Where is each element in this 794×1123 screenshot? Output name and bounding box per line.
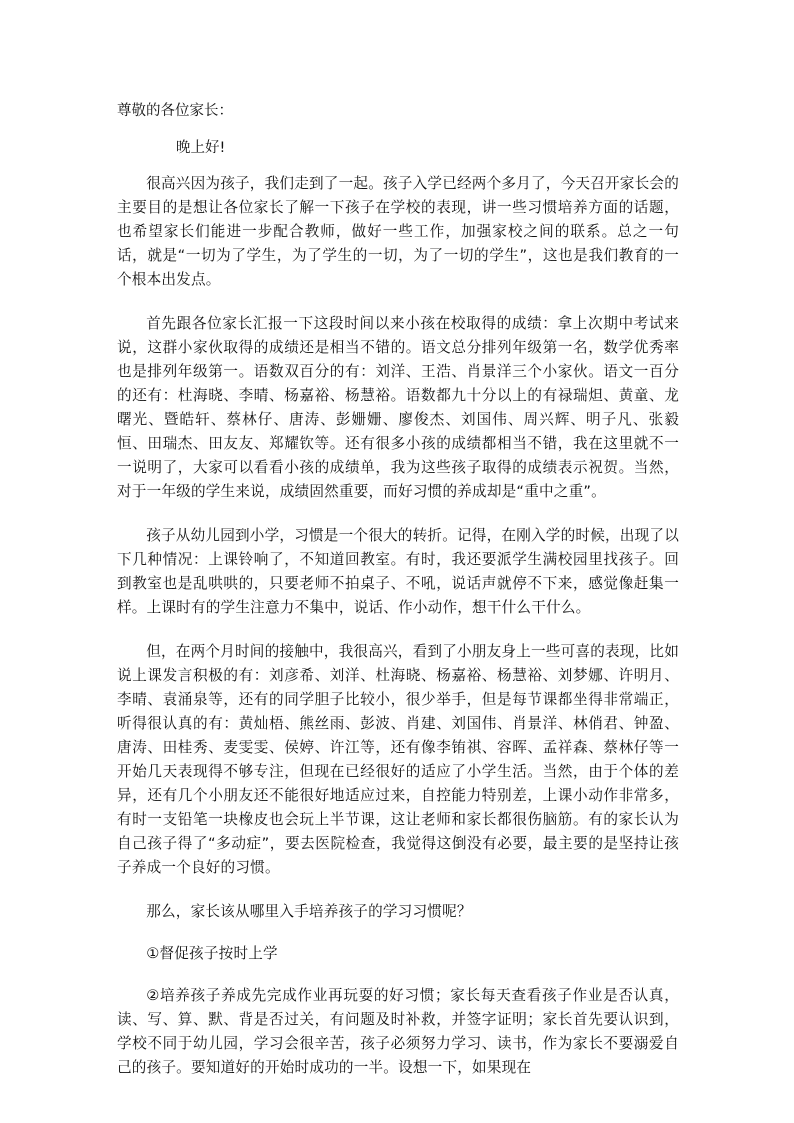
paragraph-point-2: ②培养孩子养成先完成作业再玩耍的好习惯；家长每天查看孩子作业是否认真，读、写、算、默、背是否过关，有问题及时补救，并签字证明；家长首先要认识到，学校不同于幼儿园，学习会很辛苦，孩子必须努力学习、读书，作为家长不要溺爱自己的孩子。要知道好的开始时成功的一半。设想一下，如果现在: [117, 987, 679, 1076]
paragraph-question: 那么，家长该从哪里入手培养孩子的学习习惯呢？: [146, 903, 472, 920]
paragraph-point-1: ①督促孩子按时上学: [146, 945, 278, 962]
greeting: 晚上好!: [176, 140, 226, 156]
paragraph-intro: 很高兴因为孩子，我们走到了一起。孩子入学已经两个多月了，今天召开家长会的主要目的是想让各位家长了解一下孩子在学校的表现，讲一些习惯培养方面的话题，也希望家长们能进一步配合教师，做好一些工作，加强家校之间的联系。总之一句话，就是“一切为了学生，为了学生的一切，为了一切的学生”，这也是我们教育的一个根本出发点。: [117, 175, 679, 288]
paragraph-achievements: 首先跟各位家长汇报一下这段时间以来小孩在校取得的成绩：拿上次期中考试来说，这群小家伙取得的成绩还是相当不错的。语文总分排列年级第一名，数学优秀率也是排列年级第一。语数双百分的有：刘洋、王浩、肖景洋三个小家伙。语文一百分的还有：杜海晓、李晴、杨嘉裕、杨慧裕。语数都九十分以上的有禄瑞炟、黄童、龙曙光、暨皓轩、蔡林仔、唐涛、彭姗姗、廖俊杰、刘国伟、周兴辉、明子凡、张毅恒、田瑞杰、田友友、郑耀钦等。还有很多小孩的成绩都相当不错，我在这里就不一一说明了，大家可以看看小孩的成绩单，我为这些孩子取得的成绩表示祝贺。当然，对于一年级的学生来说，成绩固然重要，而好习惯的养成却是“重中之重”。: [117, 315, 679, 500]
paragraph-progress: 但，在两个月时间的接触中，我很高兴，看到了小朋友身上一些可喜的表现，比如说上课发言积极的有：刘彦希、刘洋、杜海晓、杨嘉裕、杨慧裕、刘梦娜、许明月、李晴、袁涌泉等，还有的同学胆子比较小，很少举手，但是每节课都坐得非常端正，听得很认真的有：黄灿梧、熊丝雨、彭波、肖建、刘国伟、肖景洋、林俏君、钟盈、唐涛、田桂秀、麦雯雯、侯婷、许江等，还有像李铕祺、容晖、孟祥森、蔡林仔等一开始几天表现得不够专注，但现在已经很好的适应了小学生活。当然，由于个体的差异，还有几个小朋友还不能很好地适应过来，自控能力特别差，上课小动作非常多，有时一支铅笔一块橡皮也会玩上半节课，这让老师和家长都很伤脑筋。有的家长认为自己孩子得了“多动症”，要去医院检查，我觉得这倒没有必要，最主要的是坚持让孩子养成一个良好的习惯。: [117, 643, 679, 876]
letter-body: [117, 172, 679, 1100]
paragraph-transition: 孩子从幼儿园到小学，习惯是一个很大的转折。记得，在刚入学的时候，出现了以下几种情况：上课铃响了，不知道回教室。有时，我还要派学生满校园里找孩子。回到教室也是乱哄哄的，只要老师不拍桌子、不吼，说话声就停不下来，感觉像赶集一样。上课时有的学生注意力不集中，说话、作小动作，想干什么干什么。: [117, 527, 679, 616]
salutation: 尊敬的各位家长：: [117, 103, 233, 119]
